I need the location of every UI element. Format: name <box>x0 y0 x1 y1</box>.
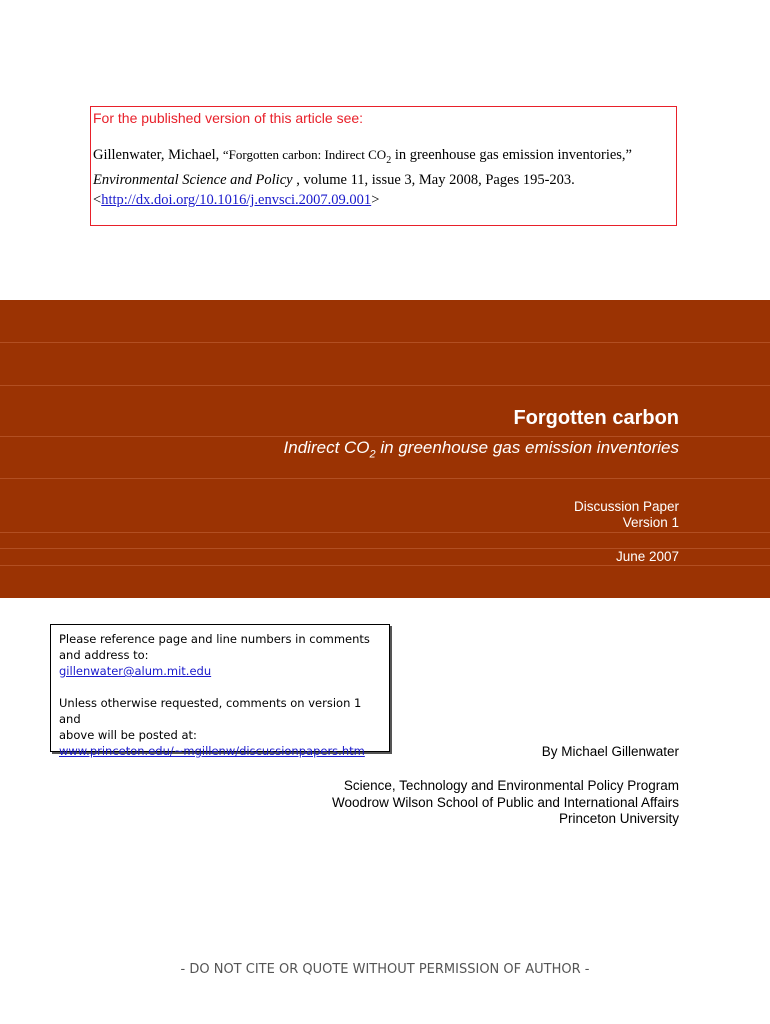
paper-date: June 2007 <box>615 549 679 564</box>
citation-line-2 <box>93 172 575 189</box>
citation-line-1 <box>93 147 632 166</box>
citation-volume-info: , volume 11, issue 3, May 2008, Pages 195-203. <box>292 172 575 188</box>
paper-version: Version 1 <box>622 515 679 530</box>
citation-title-part-1: “Forgotten carbon: Indirect CO <box>222 147 387 162</box>
subtitle-subscript: 2 <box>369 448 376 461</box>
doi-link[interactable]: http://dx.doi.org/10.1016/j.envsci.2007.09.001 <box>101 192 372 208</box>
subtitle-part-1: Indirect CO <box>283 438 370 457</box>
author-school: Woodrow Wilson School of Public and International Affairs <box>332 795 679 810</box>
title-banner <box>0 300 770 598</box>
document-subtitle <box>284 438 679 460</box>
published-version-box <box>90 106 677 226</box>
author-university: Princeton University <box>558 811 679 826</box>
citation-title-subscript: 2 <box>386 154 392 166</box>
citation-warning-footer: - DO NOT CITE OR QUOTE WITHOUT PERMISSION OF AUTHOR - <box>180 962 590 977</box>
note-line: above will be posted at: <box>59 728 197 742</box>
citation-journal: Environmental Science and Policy <box>93 172 293 188</box>
citation-author: Gillenwater, Michael, <box>93 147 223 163</box>
email-link[interactable]: gillenwater@alum.mit.edu <box>59 664 212 678</box>
banner-rule <box>0 532 770 533</box>
author-byline: By Michael Gillenwater <box>541 744 679 759</box>
note-line: Please reference page and line numbers in comments <box>59 632 370 646</box>
citation-line-3 <box>93 192 379 209</box>
comments-note-box <box>50 624 390 758</box>
banner-rule <box>0 342 770 343</box>
citation-title-part-2: in greenhouse gas emission inventories,” <box>391 147 632 163</box>
note-line: Unless otherwise requested, comments on version 1 and <box>59 696 362 726</box>
banner-rule <box>0 385 770 386</box>
doi-open-bracket: < <box>93 192 102 208</box>
banner-rule <box>0 565 770 566</box>
paper-type: Discussion Paper <box>573 499 679 514</box>
subtitle-part-2: in greenhouse gas emission inventories <box>375 438 679 457</box>
document-title: Forgotten carbon <box>513 407 679 429</box>
discussion-papers-link[interactable]: www.princeton.edu/~mgillenw/discussionpapers.htm <box>59 744 365 758</box>
doi-close-bracket: > <box>371 192 380 208</box>
note-line: and address to: <box>59 648 149 662</box>
banner-rule <box>0 478 770 479</box>
published-version-heading: For the published version of this article see: <box>93 110 364 126</box>
banner-rule <box>0 436 770 437</box>
author-program: Science, Technology and Environmental Policy Program <box>343 778 679 793</box>
